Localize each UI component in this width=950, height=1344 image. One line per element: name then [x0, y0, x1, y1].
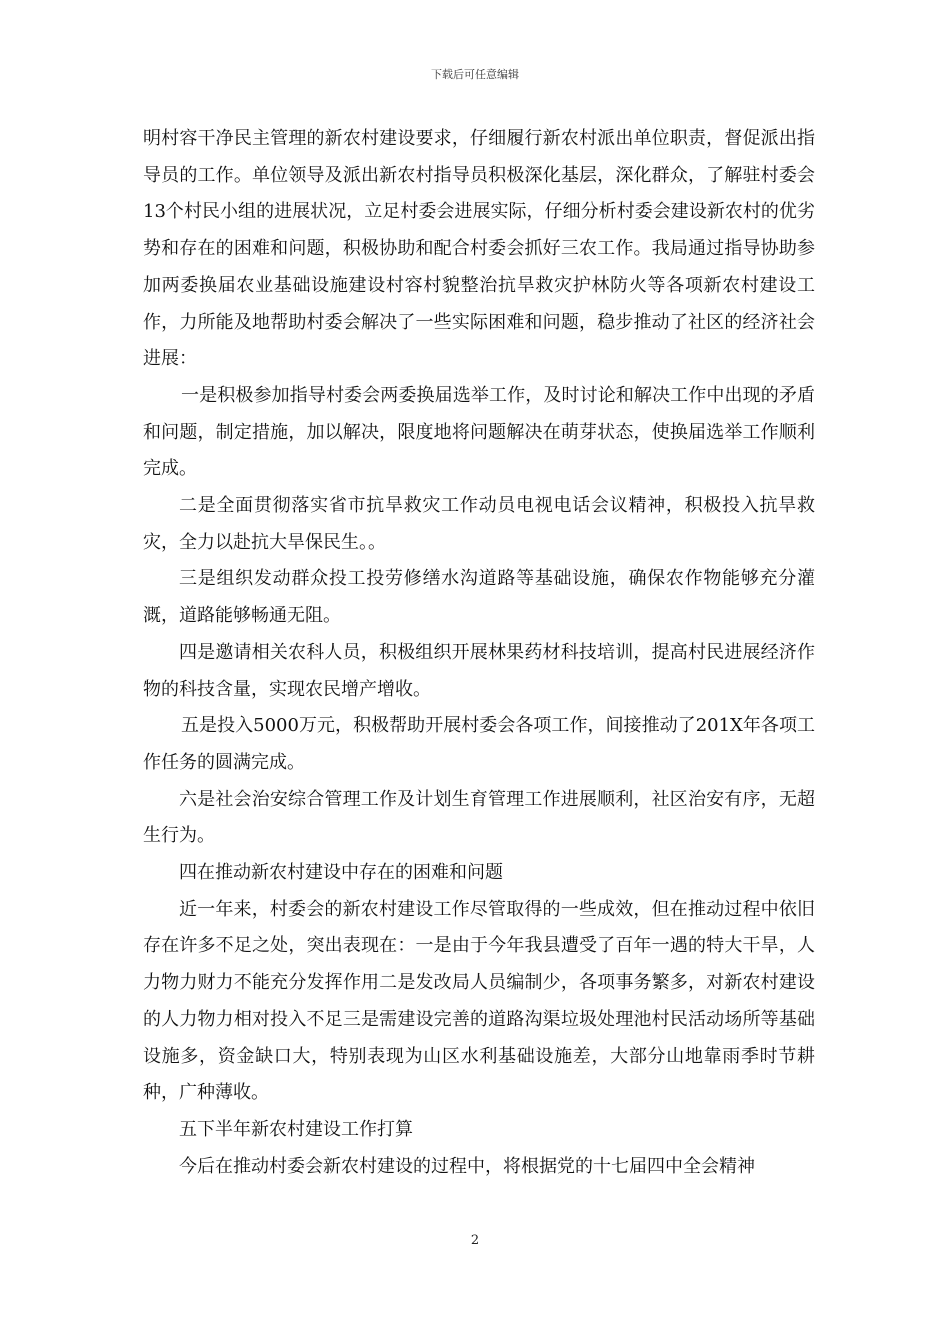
- paragraph-item-4: 四是邀请相关农科人员，积极组织开展林果药材科技培训，提高村民进展经济作物的科技含量，实现农民增产增收。: [143, 641, 815, 700]
- paragraph-item-6: 六是社会治安综合管理工作及计划生育管理工作进展顺利，社区治安有序，无超生行为。: [143, 788, 815, 847]
- body-text: [143, 121, 815, 1185]
- paragraph-plan: 今后在推动村委会新农村建设的过程中，将根据党的十七届四中全会精神: [179, 1155, 755, 1177]
- paragraph-item-1: 一是积极参加指导村委会两委换届选举工作，及时讨论和解决工作中出现的矛盾和问题，制定措施，加以解决，限度地将问题解决在萌芽状态，使换届选举工作顺利完成。: [143, 384, 815, 480]
- paragraph-intro: 明村容干净民主管理的新农村建设要求，仔细履行新农村派出单位职责，督促派出指导员的工作。单位领导及派出新农村指导员积极深化基层，深化群众，了解驻村委会13个村民小组的进展状况，立足村委会进展实际，仔细分析村委会建设新农村的优劣势和存在的困难和问题，积极协助和配合村委会抓好三农工作。我局通过指导协助参加两委换届农业基础设施建设村容村貌整治抗旱救灾护林防火等各项新农村建设工作，力所能及地帮助村委会解决了一些实际困难和问题，稳步推动了社区的经济社会进展：: [143, 128, 815, 370]
- paragraph-item-2: 二是全面贯彻落实省市抗旱救灾工作动员电视电话会议精神，积极投入抗旱救灾，全力以赴抗大旱保民生。。: [143, 495, 815, 553]
- section-heading-4: 四在推动新农村建设中存在的困难和问题: [179, 862, 503, 884]
- paragraph-item-3: 三是组织发动群众投工投劳修缮水沟道路等基础设施，确保农作物能够充分灌溉，道路能够畅通无阻。: [143, 568, 815, 627]
- paragraph-difficulties: 近一年来，村委会的新农村建设工作尽管取得的一些成效，但在推动过程中依旧存在许多不足之处，突出表现在：一是由于今年我县遭受了百年一遇的特大干旱，人力物力财力不能充分发挥作用二是发改局人员编制少，各项事务繁多，对新农村建设的人力物力相对投入不足三是需建设完善的道路沟渠垃圾处理池村民活动场所等基础设施多，资金缺口大，特别表现为山区水利基础设施差，大部分山地靠雨季时节耕种，广种薄收。: [143, 898, 815, 1104]
- paragraph-item-5: 五是投入5000万元，积极帮助开展村委会各项工作，间接推动了201X年各项工作任务的圆满完成。: [143, 715, 815, 773]
- section-heading-5: 五下半年新农村建设工作打算: [179, 1118, 413, 1140]
- header-note: 下载后可任意编辑: [431, 68, 519, 81]
- page-number: 2: [470, 1233, 480, 1248]
